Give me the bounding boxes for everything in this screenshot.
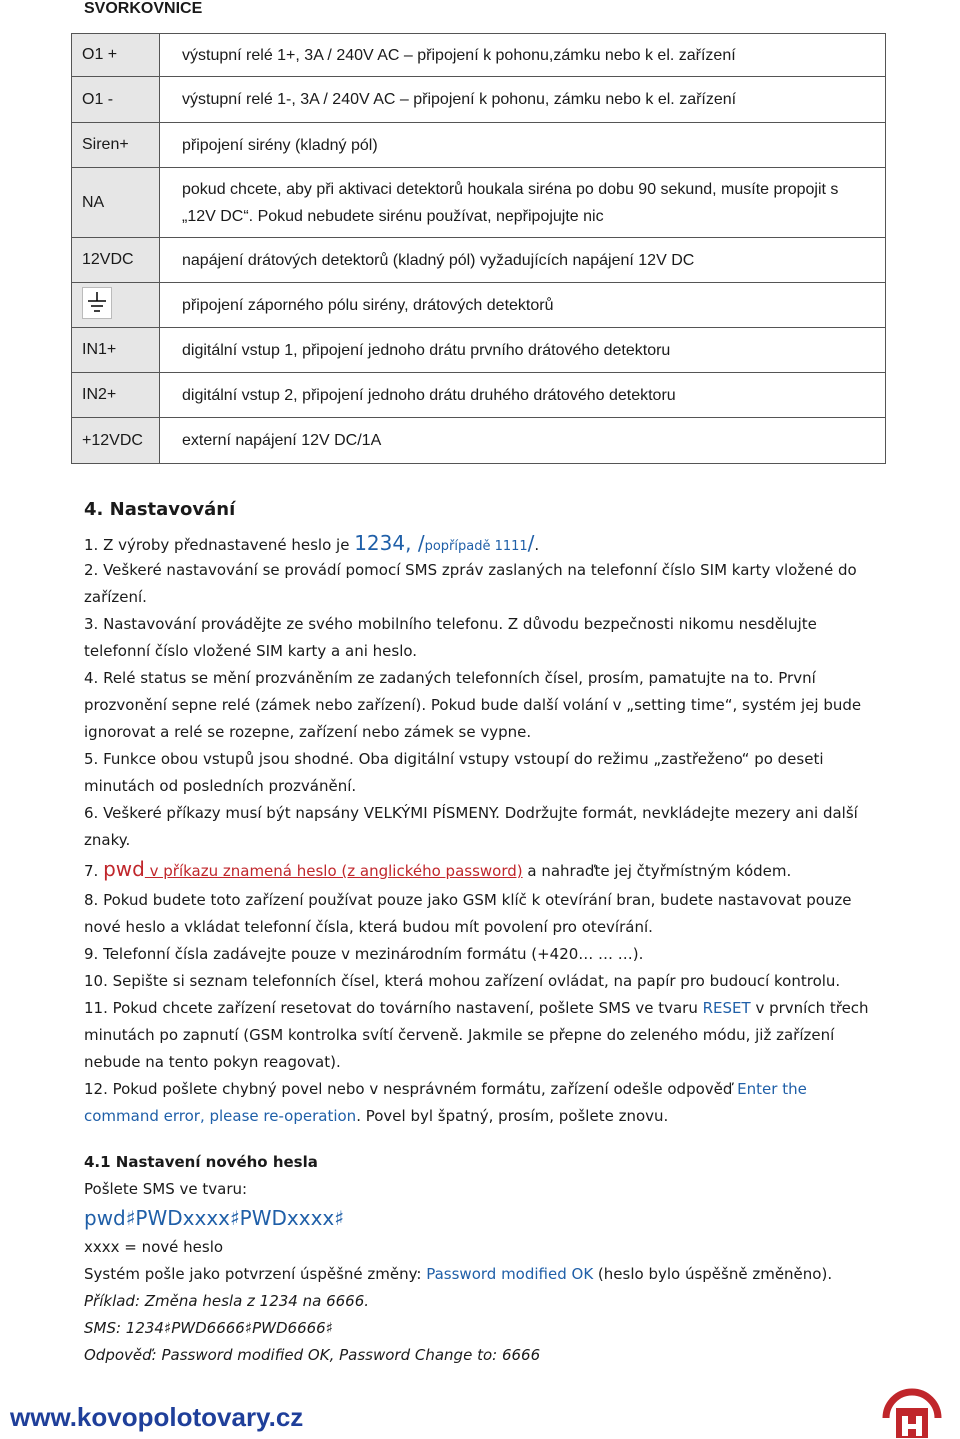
error-reply: Enter the command error, please re-operation	[84, 1080, 807, 1125]
terminal-description: výstupní relé 1-, 3A / 240V AC – připojení k pohonu, zámku nebo k el. zařízení	[160, 77, 886, 123]
table-row	[72, 34, 886, 77]
terminal-description: pokud chcete, aby při aktivaci detektorů houkala siréna po dobu 90 sekund, musíte propojit s „12V DC“. Pokud nebudete sirénu používat, nepřipojujte nic	[160, 168, 886, 238]
item-4: 4. Relé status se mění prozváněním ze zadaných telefonních čísel, prosím, pamatujte na to. První prozvonění sepne relé (zámek nebo zařízení). Pokud bude další volání v „setting time“, systém jej bude ignorovat a relé se rozepne, zařízení nebo zámek se vypne.	[84, 669, 862, 741]
default-password: 1234, /	[354, 531, 425, 555]
alt-password: popřípadě 1111	[424, 539, 528, 554]
item-11-rest: v prvních třech minutách po zapnutí (GSM kontrolka svítí červeně. Jakmile se přepne do zeleného módu, již zařízení nebude na tento pokyn reagovat).	[84, 999, 869, 1071]
pwd-keyword: pwd	[103, 857, 145, 881]
terminal-description: napájení drátových detektorů (kladný pól) vyžadujících napájení 12V DC	[160, 238, 886, 283]
terminal-name: NA	[72, 168, 160, 238]
item-9: 9. Telefonní čísla zadávejte pouze v mezinárodním formátu (+420… … …).	[84, 945, 644, 963]
item-12	[84, 1076, 884, 1130]
page-header: SVORKOVNICE	[84, 0, 203, 17]
confirm-text: Systém pošle jako potvrzení úspěšné změny:	[84, 1265, 427, 1283]
item-2: 2. Veškeré nastavování se provádí pomocí SMS zpráv zaslaných na telefonní číslo SIM karty vložené do zařízení.	[84, 561, 857, 606]
item-5: 5. Funkce obou vstupů jsou shodné. Oba digitální vstupy vstoupí do režimu „zastřeženo“ po deseti minutách od posledních prozvánění.	[84, 750, 824, 795]
terminal-name: Siren+	[72, 123, 160, 168]
company-logo-icon	[880, 1378, 944, 1438]
footer-url[interactable]: www.kovopolotovary.cz	[10, 1402, 304, 1432]
terminal-description: digitální vstup 1, připojení jednoho drátu prvního drátového detektoru	[160, 328, 886, 373]
table-row	[72, 168, 886, 238]
item-7-num: 7.	[84, 862, 104, 880]
confirm-reply: Password modified OK	[426, 1265, 594, 1283]
item-11	[84, 995, 884, 1076]
terminal-description: digitální vstup 2, připojení jednoho drátu druhého drátového detektoru	[160, 373, 886, 418]
terminal-description: připojení sirény (kladný pól)	[160, 123, 886, 168]
ground-icon	[82, 287, 112, 319]
send-sms-label: Pošlete SMS ve tvaru:	[84, 1180, 248, 1198]
terminal-table	[71, 33, 886, 464]
item-12-rest: . Povel byl špatný, prosím, pošlete znovu.	[356, 1107, 669, 1125]
terminal-description: výstupní relé 1+, 3A / 240V AC – připojení k pohonu,zámku nebo k el. zařízení	[160, 34, 886, 77]
item-1	[84, 530, 884, 560]
terminal-name: 12VDC	[72, 238, 160, 283]
terminal-description: připojení záporného pólu sirény, drátových detektorů	[160, 283, 886, 328]
example-line: Příklad: Změna hesla z 1234 na 6666.	[84, 1292, 370, 1310]
item-7-rest: a nahraďte jej čtyřmístným kódem.	[522, 862, 792, 880]
table-row	[72, 373, 886, 418]
table-row	[72, 77, 886, 123]
section-title: 4. Nastavování	[84, 499, 236, 520]
item-1-text: 1. Z výroby přednastavené heslo je	[84, 536, 355, 554]
table-row	[72, 238, 886, 283]
pwd-command: pwd♯PWDxxxx♯PWDxxxx♯	[84, 1206, 344, 1230]
item-12-text: 12. Pokud pošlete chybný povel nebo v nesprávném formátu, zařízení odešle odpověď	[84, 1080, 738, 1098]
slash: /	[527, 531, 535, 555]
item-10: 10. Sepište si seznam telefonních čísel, která mohou zařízení ovládat, na papír pro budoucí kontrolu.	[84, 972, 841, 990]
confirm-rest: (heslo bylo úspěšně změněno).	[593, 1265, 833, 1283]
item-3: 3. Nastavování provádějte ze svého mobilního telefonu. Z důvodu bezpečnosti nikomu nesdělujte telefonní číslo vložené SIM karty a ani heslo.	[84, 615, 817, 660]
table-row	[72, 328, 886, 373]
terminal-name: O1 +	[72, 34, 160, 77]
table-row	[72, 418, 886, 464]
terminal-name: O1 -	[72, 77, 160, 123]
terminal-name	[72, 283, 160, 328]
table-row	[72, 283, 886, 328]
subsection-title: 4.1 Nastavení nového hesla	[84, 1153, 318, 1171]
table-row	[72, 123, 886, 168]
item-11-text: 11. Pokud chcete zařízení resetovat do továrního nastavení, pošlete SMS ve tvaru	[84, 999, 703, 1017]
item-6: 6. Veškeré příkazy musí být napsány VELKÝMI PÍSMENY. Dodržujte formát, nevkládejte mezery ani další znaky.	[84, 804, 858, 849]
terminal-name: +12VDC	[72, 418, 160, 464]
terminal-description: externí napájení 12V DC/1A	[160, 418, 886, 464]
xxxx-legend: xxxx = nové heslo	[84, 1238, 224, 1256]
pwd-explanation: v příkazu znamená heslo (z anglického password)	[144, 862, 523, 880]
terminal-name: IN1+	[72, 328, 160, 373]
item-8: 8. Pokud budete toto zařízení používat pouze jako GSM klíč k otevírání bran, budete nastavovat pouze nové heslo a vkládat telefonní čísla, která budou mít povolení pro otevírání.	[84, 891, 852, 936]
item-7	[84, 856, 884, 885]
example-sms: SMS: 1234♯PWD6666♯PWD6666♯	[84, 1319, 333, 1337]
reset-command: RESET	[702, 999, 751, 1017]
terminal-name: IN2+	[72, 373, 160, 418]
period: .	[534, 536, 540, 554]
confirm-line	[84, 1261, 884, 1288]
example-reply: Odpověď: Password modified OK, Password Change to: 6666	[84, 1346, 541, 1364]
